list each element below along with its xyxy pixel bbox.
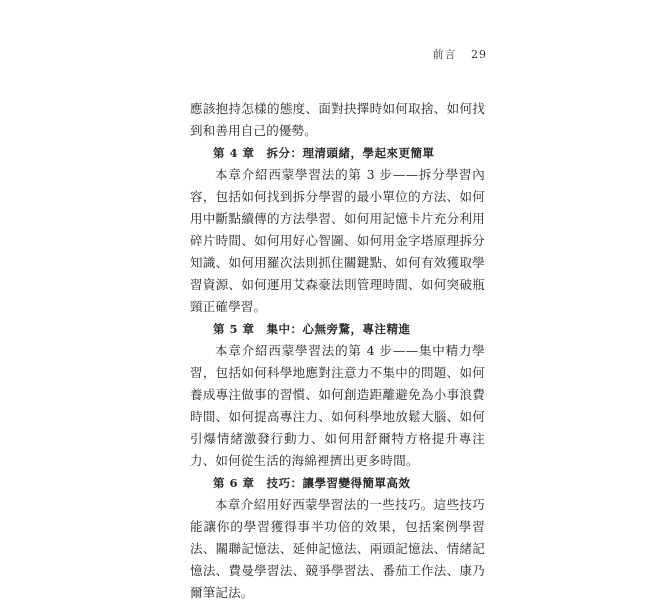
chapter-title: 拆分：理清頭緒，學起來更簡單 <box>266 146 435 160</box>
chapter-label: 第 4 章 <box>213 146 255 160</box>
page-body <box>190 98 485 604</box>
section-heading-chapter-6 <box>190 472 485 494</box>
page-header <box>433 46 488 62</box>
intro-paragraph: 應該抱持怎樣的態度、面對抉擇時如何取捨、如何找到和善用自己的優勢。 <box>190 101 485 138</box>
chapter-title: 技巧：讓學習變得簡單高效 <box>266 476 411 490</box>
section-heading-chapter-4 <box>190 142 485 164</box>
running-header-title: 前言 <box>432 48 457 61</box>
page-number: 29 <box>471 48 487 61</box>
section-heading-chapter-5 <box>190 318 485 340</box>
section-body-chapter-6: 本章介紹用好西蒙學習法的一些技巧。這些技巧能讓你的學習獲得事半功倍的效果，包括案例學習法、關聯記憶法、延伸記憶法、兩頭記憶法、情緒記憶法、費曼學習法、競爭學習法、番茄工作法、康乃爾筆記法。 <box>190 497 485 600</box>
chapter-label: 第 5 章 <box>213 322 255 336</box>
chapter-title: 集中：心無旁騖，專注精進 <box>266 322 411 336</box>
section-body-chapter-4: 本章介紹西蒙學習法的第 3 步——拆分學習內容，包括如何找到拆分學習的最小單位的方法、如何用中斷點續傳的方法學習、如何用記憶卡片充分利用碎片時間、如何用好心智圖、如何用金字塔原理拆分知識、如何用羅次法則抓住關鍵點、如何有效獲取學習資源、如何運用艾森豪法則管理時間、如何突破瓶頸正確學習。 <box>190 167 485 314</box>
chapter-label: 第 6 章 <box>213 476 255 490</box>
section-body-chapter-5: 本章介紹西蒙學習法的第 4 步——集中精力學習，包括如何科學地應對注意力不集中的問題、如何養成專注做事的習慣、如何創造距離避免為小事浪費時間、如何提高專注力、如何科學地放鬆大腦、如何引爆情緒激發行動力、如何用舒爾特方格提升專注力、如何從生活的海綿裡擠出更多時間。 <box>190 343 485 468</box>
